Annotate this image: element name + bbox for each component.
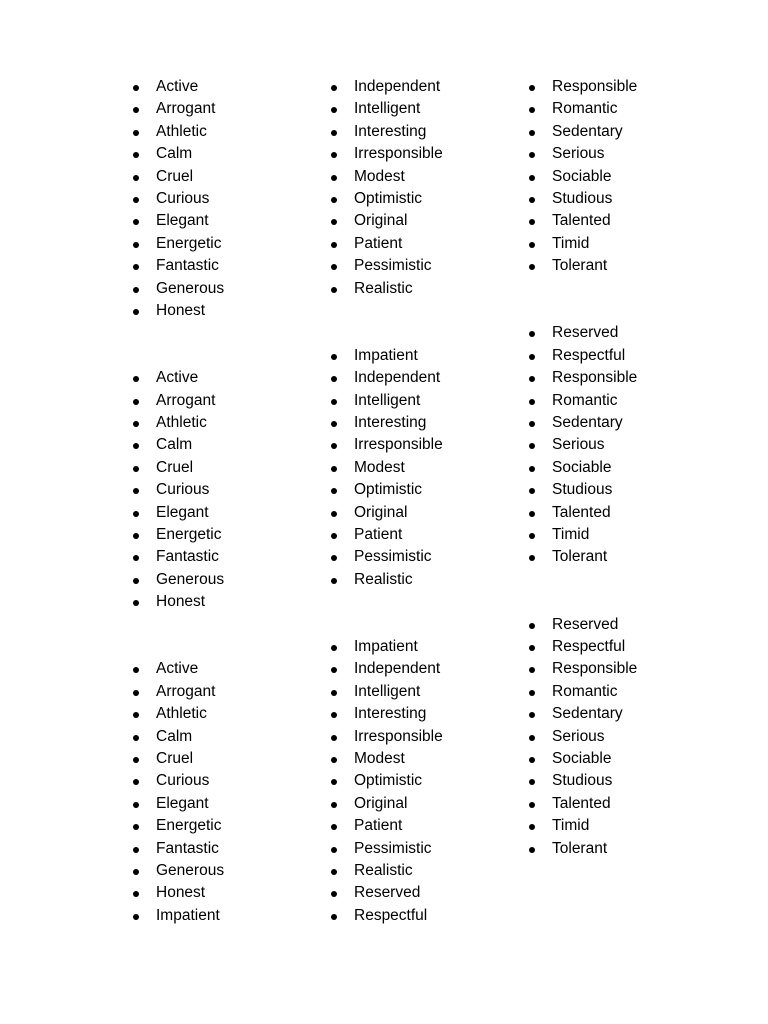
word-label: Honest	[156, 884, 206, 902]
bullet-icon	[331, 847, 337, 853]
bullet-icon	[133, 130, 139, 136]
word-label: Patient	[354, 234, 403, 252]
word-label: Energetic	[156, 234, 222, 252]
bullet-icon	[133, 511, 139, 517]
bullet-icon	[331, 824, 337, 830]
word-label: Elegant	[156, 212, 209, 230]
bullet-icon	[331, 779, 337, 785]
bullet-icon	[331, 757, 337, 763]
word-label: Respectful	[552, 638, 626, 655]
bullet-icon	[331, 533, 337, 539]
bullet-icon	[133, 376, 139, 382]
bullet-icon	[529, 264, 535, 270]
word-label: Impatient	[156, 906, 220, 924]
word-label: Responsible	[552, 78, 638, 95]
word-label: Energetic	[156, 817, 222, 835]
word-label: Athletic	[156, 122, 207, 140]
word-label: Tolerant	[552, 257, 608, 275]
word-label: Irresponsible	[354, 727, 443, 745]
bullet-icon	[529, 757, 535, 763]
bullet-icon	[529, 443, 535, 449]
bullet-icon	[529, 399, 535, 405]
bullet-icon	[331, 667, 337, 673]
bullet-icon	[529, 712, 535, 718]
word-label: Sociable	[552, 167, 612, 185]
word-label: Reserved	[552, 615, 619, 633]
bullet-icon	[529, 219, 535, 225]
bullet-icon	[331, 488, 337, 494]
bullet-icon	[529, 779, 535, 785]
word-label: Cruel	[156, 167, 194, 185]
word-label: Arrogant	[156, 391, 216, 409]
word-label: Talented	[552, 212, 611, 230]
bullet-icon	[331, 690, 337, 696]
word-label: Realistic	[354, 279, 413, 297]
bullet-icon	[529, 376, 535, 382]
word-label: Arrogant	[156, 100, 216, 118]
bullet-icon	[133, 712, 139, 718]
word-label: Active	[156, 369, 199, 387]
word-label: Active	[156, 660, 199, 678]
word-label: Reserved	[354, 884, 421, 902]
word-label: Original	[354, 503, 408, 521]
bullet-icon	[133, 779, 139, 785]
word-label: Active	[156, 78, 199, 95]
bullet-icon	[529, 107, 535, 113]
word-label: Original	[354, 212, 408, 230]
word-label: Calm	[156, 727, 193, 745]
bullet-icon	[133, 107, 139, 113]
bullet-icon	[133, 175, 139, 181]
bullet-icon	[133, 287, 139, 293]
bullet-icon	[133, 488, 139, 494]
word-label: Original	[354, 794, 408, 812]
word-label: Independent	[354, 78, 441, 95]
word-label: Elegant	[156, 794, 209, 812]
bullet-icon	[529, 555, 535, 561]
word-label: Studious	[552, 772, 613, 790]
bullet-icon	[133, 242, 139, 248]
bullet-icon	[331, 578, 337, 584]
bullet-icon	[133, 309, 139, 315]
bullet-icon	[133, 555, 139, 561]
bullet-icon	[133, 85, 139, 91]
bullet-icon	[331, 421, 337, 427]
word-label: Patient	[354, 526, 403, 543]
word-label: Timid	[552, 526, 590, 543]
word-label: Pessimistic	[354, 257, 432, 275]
bullet-icon	[529, 175, 535, 181]
bullet-icon	[331, 466, 337, 472]
bullet-icon	[331, 264, 337, 270]
bullet-icon	[529, 645, 535, 651]
word-label: Impatient	[354, 346, 418, 364]
bullet-icon	[133, 735, 139, 741]
bullet-icon	[529, 197, 535, 203]
word-label: Modest	[354, 458, 405, 476]
word-label: Patient	[354, 817, 403, 835]
bullet-icon	[133, 690, 139, 696]
word-label: Optimistic	[354, 772, 423, 790]
word-label: Independent	[354, 369, 441, 387]
bullet-icon	[331, 354, 337, 360]
bullet-icon	[529, 824, 535, 830]
word-label: Interesting	[354, 414, 427, 431]
bullet-icon	[529, 667, 535, 673]
word-label: Irresponsible	[354, 436, 443, 454]
bullet-icon	[331, 869, 337, 875]
word-label: Calm	[156, 145, 193, 163]
word-label: Respectful	[552, 346, 626, 364]
word-label: Honest	[156, 593, 206, 611]
bullet-icon	[529, 466, 535, 472]
bullet-icon	[331, 914, 337, 920]
word-label: Sociable	[552, 750, 612, 767]
word-label: Energetic	[156, 526, 222, 543]
word-label: Responsible	[552, 660, 638, 678]
bullet-icon	[529, 690, 535, 696]
bullet-icon	[529, 130, 535, 136]
word-label: Fantastic	[156, 548, 219, 566]
word-label: Sedentary	[552, 414, 623, 431]
bullet-icon	[529, 421, 535, 427]
word-label: Studious	[552, 190, 613, 207]
word-label: Generous	[156, 570, 225, 588]
bullet-icon	[133, 757, 139, 763]
word-label: Romantic	[552, 100, 618, 118]
bullet-icon	[133, 197, 139, 203]
word-label: Modest	[354, 167, 405, 185]
bullet-icon	[133, 264, 139, 270]
word-label: Generous	[156, 279, 225, 297]
bullet-icon	[331, 107, 337, 113]
word-label: Talented	[552, 503, 611, 521]
word-label: Generous	[156, 862, 225, 879]
bullet-icon	[133, 443, 139, 449]
word-label: Athletic	[156, 705, 207, 723]
word-label: Irresponsible	[354, 145, 443, 163]
word-label: Curious	[156, 190, 210, 207]
word-label: Cruel	[156, 750, 194, 767]
word-label: Serious	[552, 436, 605, 454]
bullet-icon	[331, 802, 337, 808]
word-label: Sociable	[552, 458, 612, 476]
word-label: Serious	[552, 727, 605, 745]
bullet-icon	[331, 287, 337, 293]
bullet-icon	[133, 600, 139, 606]
bullet-icon	[133, 466, 139, 472]
word-label: Timid	[552, 234, 590, 252]
bullet-icon	[529, 511, 535, 517]
bullet-icon	[133, 152, 139, 158]
word-label: Optimistic	[354, 481, 423, 499]
word-label: Intelligent	[354, 391, 421, 409]
bullet-icon	[529, 242, 535, 248]
bullet-icon	[529, 354, 535, 360]
bullet-icon	[529, 802, 535, 808]
bullet-icon	[331, 376, 337, 382]
word-label: Romantic	[552, 391, 618, 409]
bullet-icon	[331, 219, 337, 225]
bullet-icon	[331, 511, 337, 517]
word-label: Respectful	[354, 906, 428, 924]
word-label: Optimistic	[354, 190, 423, 207]
word-label: Sedentary	[552, 122, 623, 140]
word-label: Serious	[552, 145, 605, 163]
bullet-icon	[331, 152, 337, 158]
word-label: Timid	[552, 817, 590, 835]
bullet-icon	[529, 533, 535, 539]
bullet-icon	[331, 197, 337, 203]
bullet-icon	[331, 130, 337, 136]
word-label: Reserved	[552, 324, 619, 342]
word-label: Impatient	[354, 638, 418, 655]
bullet-icon	[331, 735, 337, 741]
word-label: Curious	[156, 481, 210, 499]
bullet-icon	[133, 533, 139, 539]
bullet-icon	[331, 175, 337, 181]
bullet-icon	[133, 802, 139, 808]
word-label: Interesting	[354, 705, 427, 723]
bullet-icon	[529, 152, 535, 158]
word-label: Interesting	[354, 122, 427, 140]
word-label: Talented	[552, 794, 611, 812]
word-label: Studious	[552, 481, 613, 499]
word-label: Pessimistic	[354, 839, 432, 857]
bullet-icon	[133, 219, 139, 225]
bullet-icon	[133, 399, 139, 405]
word-label: Sedentary	[552, 705, 623, 723]
bullet-icon	[331, 242, 337, 248]
bullet-icon	[133, 667, 139, 673]
bullet-icon	[529, 623, 535, 629]
bullet-icon	[331, 443, 337, 449]
word-label: Pessimistic	[354, 548, 432, 566]
word-label: Realistic	[354, 570, 413, 588]
bullet-icon	[529, 331, 535, 337]
bullet-icon	[133, 914, 139, 920]
word-label: Athletic	[156, 414, 207, 431]
word-label: Arrogant	[156, 682, 216, 700]
word-label: Tolerant	[552, 839, 608, 857]
bullet-icon	[529, 488, 535, 494]
bullet-icon	[133, 421, 139, 427]
bullet-icon	[529, 85, 535, 91]
word-label: Modest	[354, 750, 405, 767]
word-label: Romantic	[552, 682, 618, 700]
bullet-icon	[529, 847, 535, 853]
word-label: Responsible	[552, 369, 638, 387]
bullet-icon	[331, 555, 337, 561]
bullet-icon	[529, 735, 535, 741]
word-label: Tolerant	[552, 548, 608, 566]
bullet-icon	[133, 847, 139, 853]
word-label: Honest	[156, 302, 206, 319]
word-label: Intelligent	[354, 682, 421, 700]
bullet-icon	[133, 824, 139, 830]
word-label: Calm	[156, 436, 193, 454]
word-label: Cruel	[156, 458, 194, 476]
bullet-icon	[331, 399, 337, 405]
word-label: Realistic	[354, 862, 413, 879]
bullet-icon	[331, 645, 337, 651]
word-label: Independent	[354, 660, 441, 678]
bullet-icon	[331, 891, 337, 897]
word-label: Fantastic	[156, 839, 219, 857]
bullet-icon	[331, 712, 337, 718]
bullet-icon	[331, 85, 337, 91]
word-label: Curious	[156, 772, 210, 790]
bullet-icon	[133, 578, 139, 584]
bullet-icon	[133, 869, 139, 875]
word-label: Fantastic	[156, 257, 219, 275]
word-label: Intelligent	[354, 100, 421, 118]
word-label: Elegant	[156, 503, 209, 521]
bullet-icon	[133, 891, 139, 897]
